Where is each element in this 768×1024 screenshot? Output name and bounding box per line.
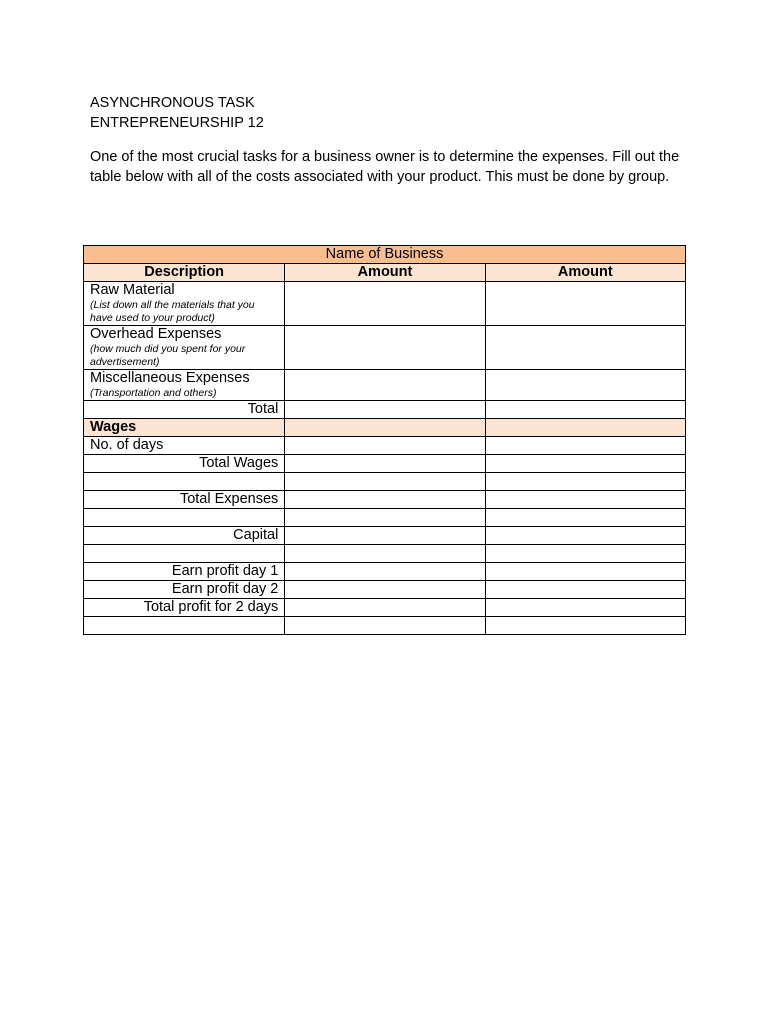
amount-cell[interactable]: [485, 545, 685, 563]
table-row-total: [84, 401, 686, 419]
amount-cell[interactable]: [485, 473, 685, 491]
row-note: (Transportation and others): [90, 387, 217, 399]
wages-label: Wages: [84, 419, 285, 437]
course-title: ENTREPRENEURSHIP 12: [90, 115, 264, 131]
amount-cell[interactable]: [285, 527, 485, 545]
amount-cell[interactable]: [485, 563, 685, 581]
instructions-paragraph: One of the most crucial tasks for a business owner is to determine the expenses. Fill out the table below with all of the costs associated with your product. This must be done by group.: [90, 149, 680, 185]
document-heading: [90, 93, 264, 133]
row-label: Raw Material: [90, 282, 175, 298]
business-name-cell[interactable]: Name of Business: [84, 246, 686, 264]
expenses-table: [83, 245, 686, 635]
blank-cell[interactable]: [84, 545, 285, 563]
amount-cell[interactable]: [285, 473, 485, 491]
description-cell: [84, 370, 285, 401]
row-label: Overhead Expenses: [90, 326, 222, 342]
amount-cell[interactable]: [485, 437, 685, 455]
amount-cell[interactable]: [285, 401, 485, 419]
amount-cell[interactable]: [285, 455, 485, 473]
amount-cell[interactable]: [285, 599, 485, 617]
amount-cell[interactable]: [485, 491, 685, 509]
description-cell: [84, 326, 285, 370]
table-row-blank: [84, 617, 686, 635]
column-header-amount-1: Amount: [285, 264, 485, 282]
days-label: No. of days: [84, 437, 285, 455]
amount-cell[interactable]: [485, 370, 685, 401]
blank-cell[interactable]: [84, 617, 285, 635]
amount-cell[interactable]: [285, 419, 485, 437]
table-row-wages: [84, 419, 686, 437]
table-row-capital: [84, 527, 686, 545]
amount-cell[interactable]: [285, 581, 485, 599]
amount-cell[interactable]: [285, 437, 485, 455]
table-row-misc: [84, 370, 686, 401]
row-label: Miscellaneous Expenses: [90, 370, 250, 386]
total-expenses-label: Total Expenses: [84, 491, 285, 509]
amount-cell[interactable]: [485, 455, 685, 473]
profit-day-1-label: Earn profit day 1: [84, 563, 285, 581]
amount-cell[interactable]: [285, 326, 485, 370]
profit-day-2-label: Earn profit day 2: [84, 581, 285, 599]
capital-label: Capital: [84, 527, 285, 545]
table-title-row: [84, 246, 686, 264]
amount-cell[interactable]: [485, 401, 685, 419]
total-wages-label: Total Wages: [84, 455, 285, 473]
table-row-profit-day-2: [84, 581, 686, 599]
amount-cell[interactable]: [285, 563, 485, 581]
blank-cell[interactable]: [84, 509, 285, 527]
amount-cell[interactable]: [485, 617, 685, 635]
table-row-blank: [84, 473, 686, 491]
column-header-amount-2: Amount: [485, 264, 685, 282]
table-row-raw-material: [84, 282, 686, 326]
description-cell: [84, 282, 285, 326]
task-title: ASYNCHRONOUS TASK: [90, 95, 255, 111]
amount-cell[interactable]: [485, 527, 685, 545]
amount-cell[interactable]: [285, 370, 485, 401]
table-row-profit-day-1: [84, 563, 686, 581]
table-row-days: [84, 437, 686, 455]
row-note: (how much did you spent for your advertisement): [90, 343, 246, 368]
table-row-blank: [84, 509, 686, 527]
amount-cell[interactable]: [285, 509, 485, 527]
amount-cell[interactable]: [485, 581, 685, 599]
amount-cell[interactable]: [485, 326, 685, 370]
amount-cell[interactable]: [485, 282, 685, 326]
amount-cell[interactable]: [285, 491, 485, 509]
total-profit-label: Total profit for 2 days: [84, 599, 285, 617]
total-label: Total: [84, 401, 285, 419]
table-row-overhead: [84, 326, 686, 370]
table-row-total-profit: [84, 599, 686, 617]
amount-cell[interactable]: [285, 282, 485, 326]
table-row-total-wages: [84, 455, 686, 473]
amount-cell[interactable]: [285, 545, 485, 563]
amount-cell[interactable]: [285, 617, 485, 635]
column-header-description: Description: [84, 264, 285, 282]
amount-cell[interactable]: [485, 419, 685, 437]
table-row-total-expenses: [84, 491, 686, 509]
table-header-row: [84, 264, 686, 282]
row-note: (List down all the materials that you have used to your product): [90, 299, 255, 324]
amount-cell[interactable]: [485, 509, 685, 527]
amount-cell[interactable]: [485, 599, 685, 617]
table-row-blank: [84, 545, 686, 563]
blank-cell[interactable]: [84, 473, 285, 491]
